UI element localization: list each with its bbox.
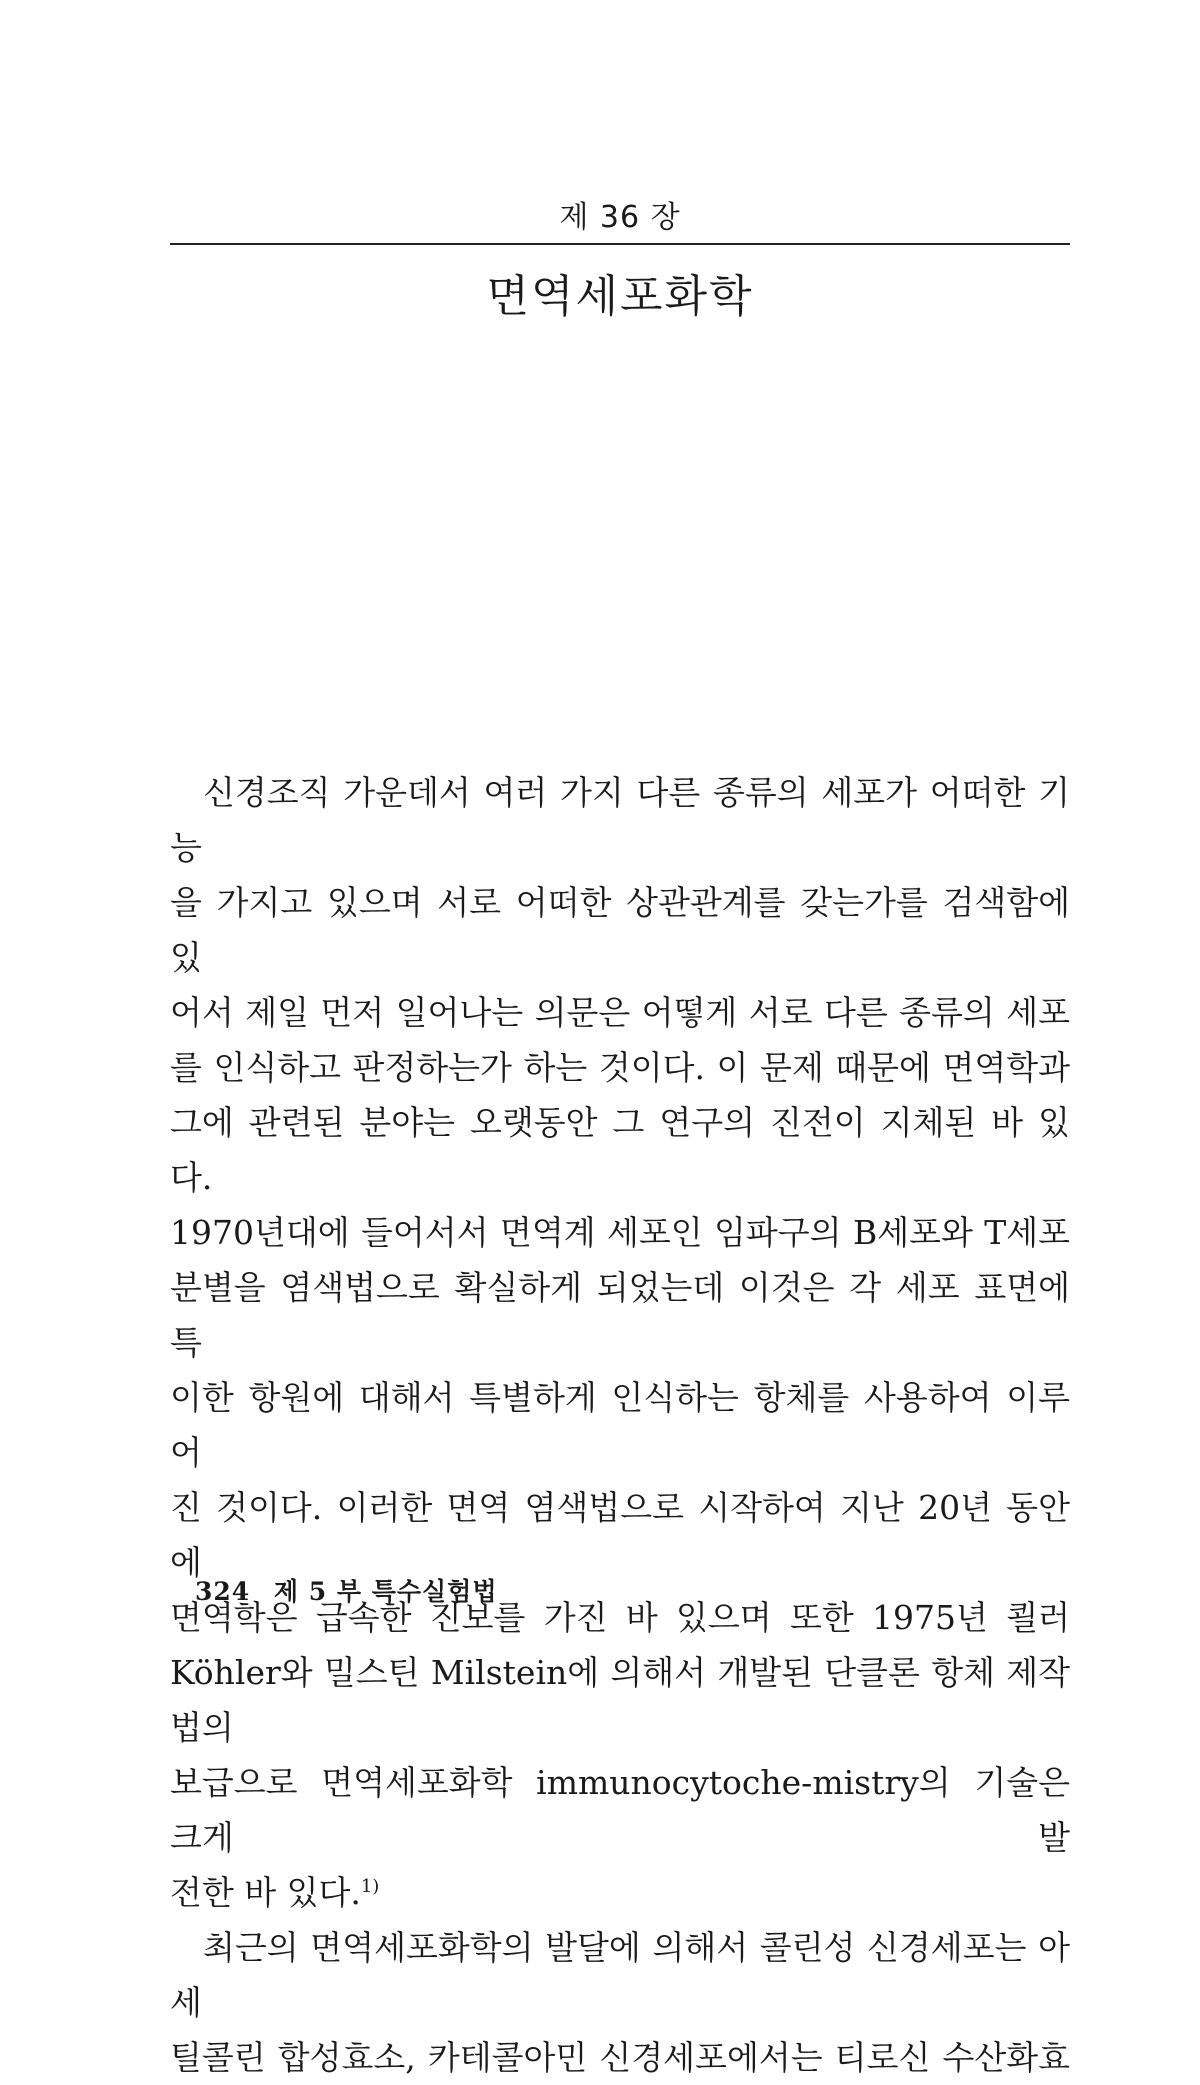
chapter-title: 면역세포화학 bbox=[486, 271, 754, 322]
text-line: 이한 항원에 대해서 특별하게 인식하는 항체를 사용하여 이루어 bbox=[170, 1378, 1070, 1472]
text-line: 어서 제일 먼저 일어나는 의문은 어떻게 서로 다른 종류의 세포 bbox=[170, 993, 1070, 1032]
paragraph-1 bbox=[170, 765, 1070, 1920]
text-line: 를 인식하고 판정하는가 하는 것이다. 이 문제 때문에 면역학과 bbox=[170, 1048, 1070, 1087]
body-text bbox=[170, 765, 1070, 2085]
page-footer bbox=[195, 1572, 497, 1608]
text-line: 최근의 면역세포화학의 발달에 의해서 콜린성 신경세포는 아세 bbox=[170, 1928, 1070, 2022]
text-line: 분별을 염색법으로 확실하게 되었는데 이것은 각 세포 표면에 특 bbox=[170, 1268, 1070, 1362]
footnote-marker: 1) bbox=[360, 1876, 380, 1897]
text-line: 틸콜린 합성효소, 카테콜아민 신경세포에서는 티로신 수산화효 bbox=[170, 2038, 1070, 2077]
text-line: 보급으로 면역세포화학 immunocytoche-mistry의 기술은 크게 발 bbox=[170, 1763, 1070, 1857]
text-line: 을 가지고 있으며 서로 어떠한 상관관계를 갖는가를 검색함에 있 bbox=[170, 883, 1070, 977]
text-line-content: 전한 바 있다. bbox=[170, 1873, 361, 1912]
page-number: 324 bbox=[195, 1577, 251, 1606]
text-line: 진 것이다. 이러한 면역 염색법으로 시작하여 지난 20년 동안에 bbox=[170, 1488, 1070, 1582]
text-line-last bbox=[170, 1865, 1070, 1920]
text-line: 면역학은 급속한 진보를 가진 바 있으며 또한 1975년 쾰러 bbox=[170, 1598, 1070, 1637]
text-line: 신경조직 가운데서 여러 가지 다른 종류의 세포가 어떠한 기능 bbox=[170, 773, 1070, 867]
text-line: Köhler와 밀스틴 Milstein에 의해서 개발된 단클론 항체 제작법의 bbox=[170, 1653, 1070, 1747]
paragraph-2 bbox=[170, 1920, 1070, 2085]
text-line: 그에 관련된 분야는 오랫동안 그 연구의 진전이 지체된 바 있다. bbox=[170, 1103, 1070, 1197]
chapter-divider-rule bbox=[170, 243, 1070, 245]
part-label: 제 5 부 특수실험법 bbox=[273, 1577, 498, 1606]
text-line: 1970년대에 들어서서 면역계 세포인 임파구의 B세포와 T세포 bbox=[170, 1213, 1070, 1252]
chapter-number: 제 36 장 bbox=[559, 200, 681, 235]
